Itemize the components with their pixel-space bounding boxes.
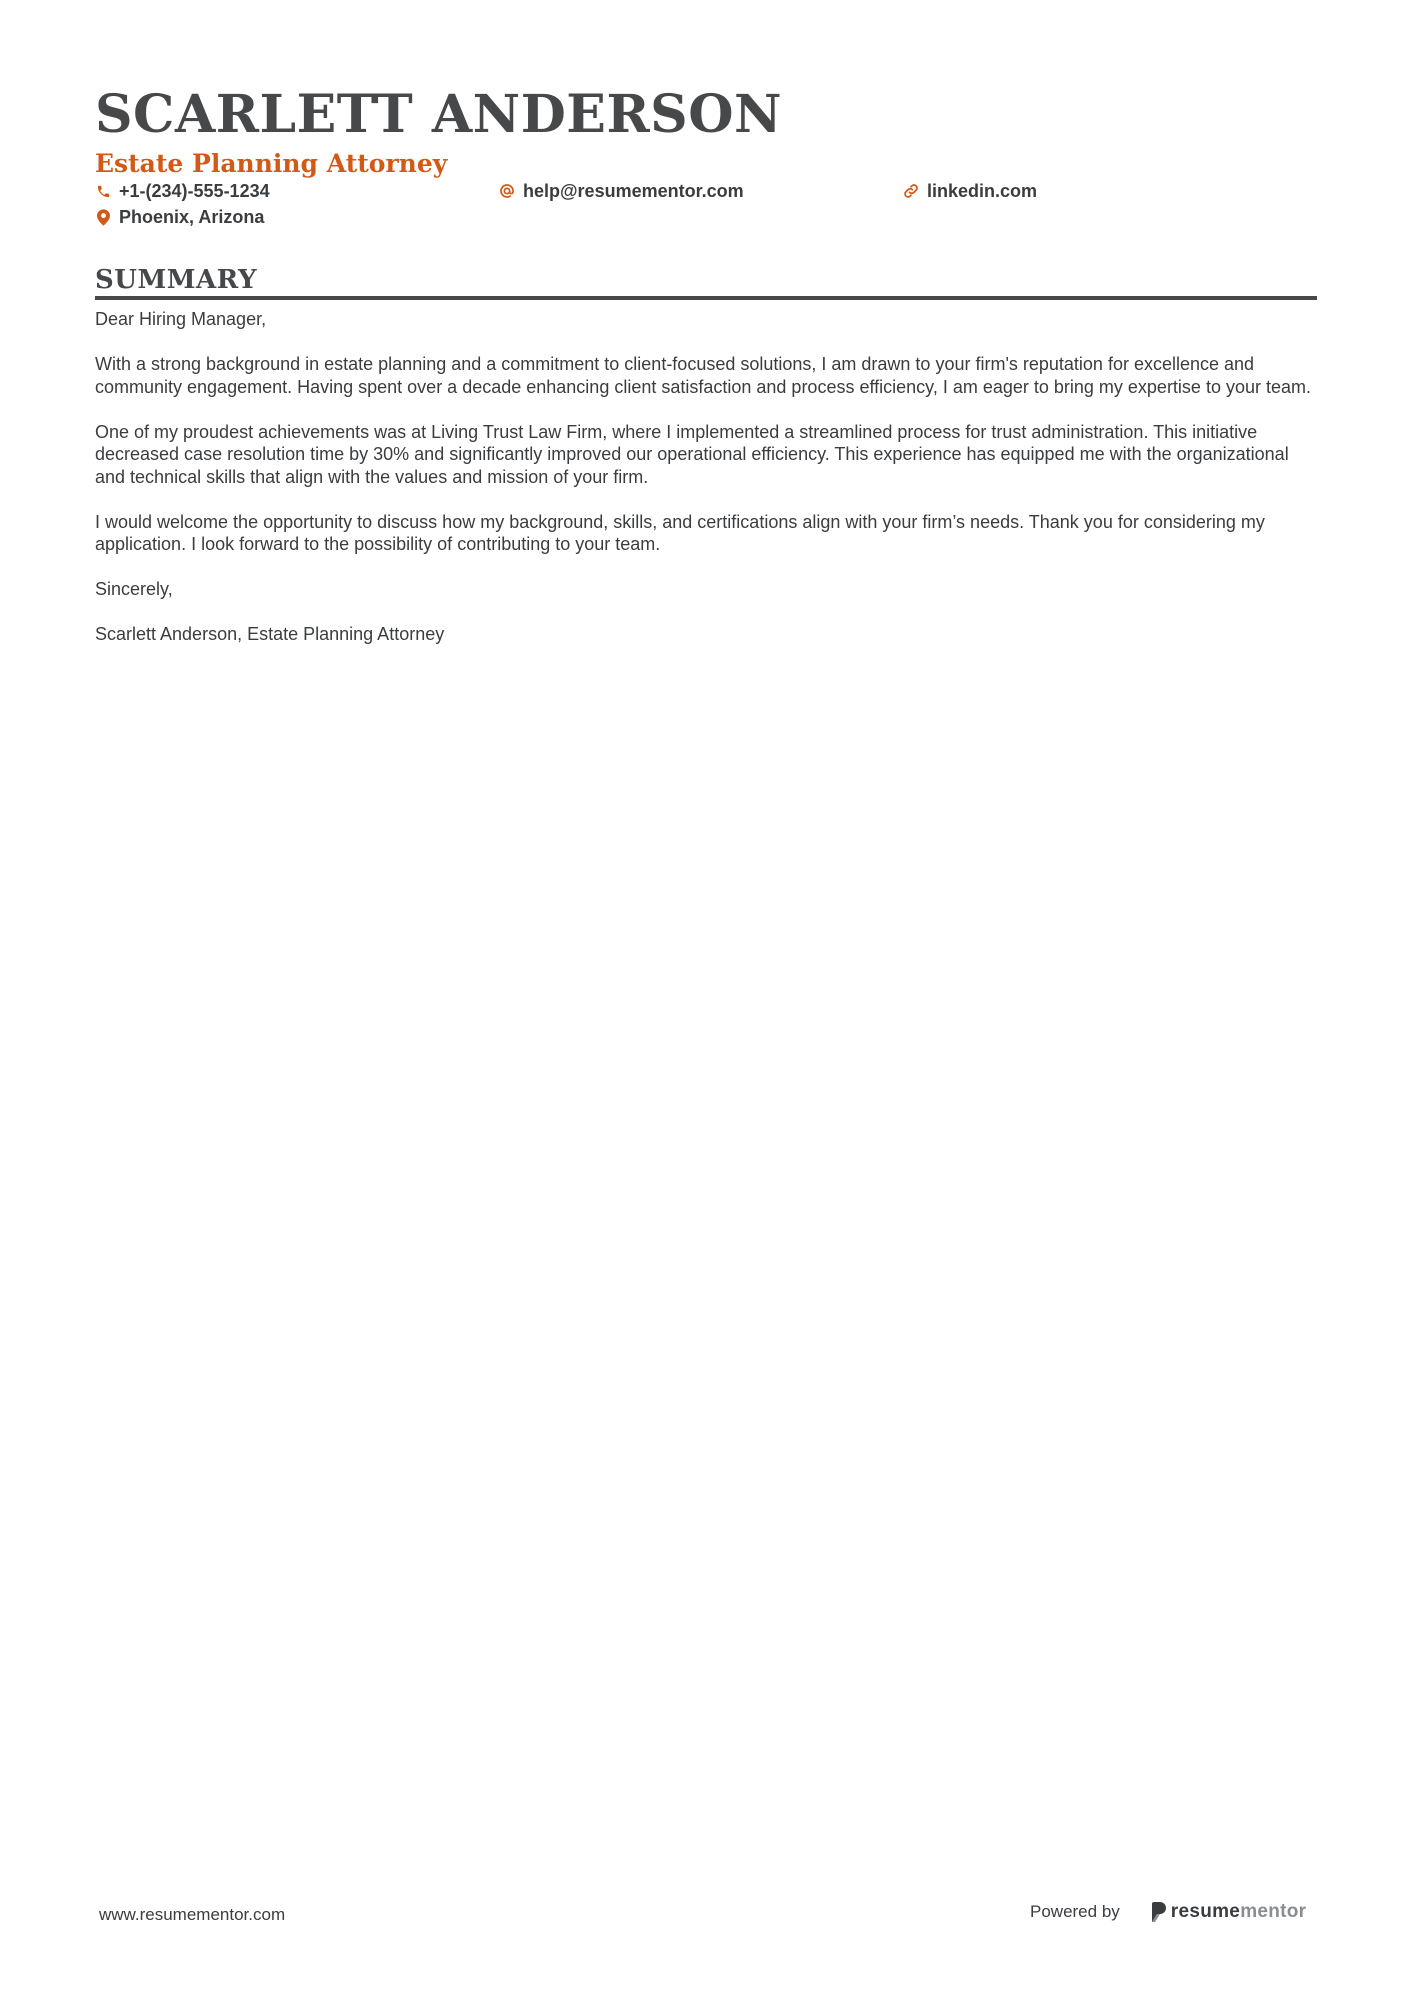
letter-paragraph-1: With a strong background in estate planning and a commitment to client-focused solutions, I am drawn to your firm's reputation for excellence and community engagement. Having spent over a decade enhancing client satisfaction and process efficiency, I am eager to bring my expertise to your team. <box>95 354 1311 397</box>
at-icon <box>499 182 515 200</box>
letter-body <box>95 308 1317 646</box>
resumementor-logo-icon <box>1150 1902 1166 1922</box>
brand-name-part1: resume <box>1170 1901 1241 1922</box>
candidate-name: SCARLETT ANDERSON <box>95 84 783 145</box>
contact-email <box>499 180 903 202</box>
footer-branding <box>1030 1897 1306 1927</box>
contact-phone <box>95 180 499 202</box>
salutation: Dear Hiring Manager, <box>95 309 267 329</box>
powered-by-label: Powered by <box>1030 1902 1120 1921</box>
brand-logo[interactable] <box>1150 1901 1307 1923</box>
candidate-role: Estate Planning Attorney <box>95 149 448 178</box>
contact-location <box>95 206 499 228</box>
footer-website[interactable]: www.resumementor.com <box>99 1905 286 1924</box>
letter-paragraph-2: One of my proudest achievements was at Living Trust Law Firm, where I implemented a streamlined process for trust administration. This initiative decreased case resolution time by 30% and significantly improved our operational efficiency. This experience has equipped me with the organizational and technical skills that align with the values and mission of your firm. <box>95 421 1289 487</box>
signature: Scarlett Anderson, Estate Planning Attorney <box>95 624 445 644</box>
letter-paragraph-3: I would welcome the opportunity to discuss how my background, skills, and certifications align with your firm’s needs. Thank you for considering my application. I look forward to the possibility of contributing to your team. <box>95 511 1265 554</box>
location-pin-icon <box>95 208 111 226</box>
contact-linkedin <box>903 180 1307 202</box>
phone-text: +1-(234)-555-1234 <box>119 180 270 201</box>
section-divider <box>95 296 1317 300</box>
linkedin-link[interactable]: linkedin.com <box>927 180 1038 201</box>
brand-name-part2: mentor <box>1240 1901 1307 1922</box>
location-text: Phoenix, Arizona <box>119 206 265 227</box>
link-icon <box>903 182 919 200</box>
email-link[interactable]: help@resumementor.com <box>523 180 744 201</box>
contact-info <box>95 180 1317 228</box>
closing: Sincerely, <box>95 579 173 599</box>
cover-letter-page <box>95 82 1317 668</box>
section-title-summary: SUMMARY <box>95 265 258 295</box>
phone-icon <box>95 182 111 200</box>
